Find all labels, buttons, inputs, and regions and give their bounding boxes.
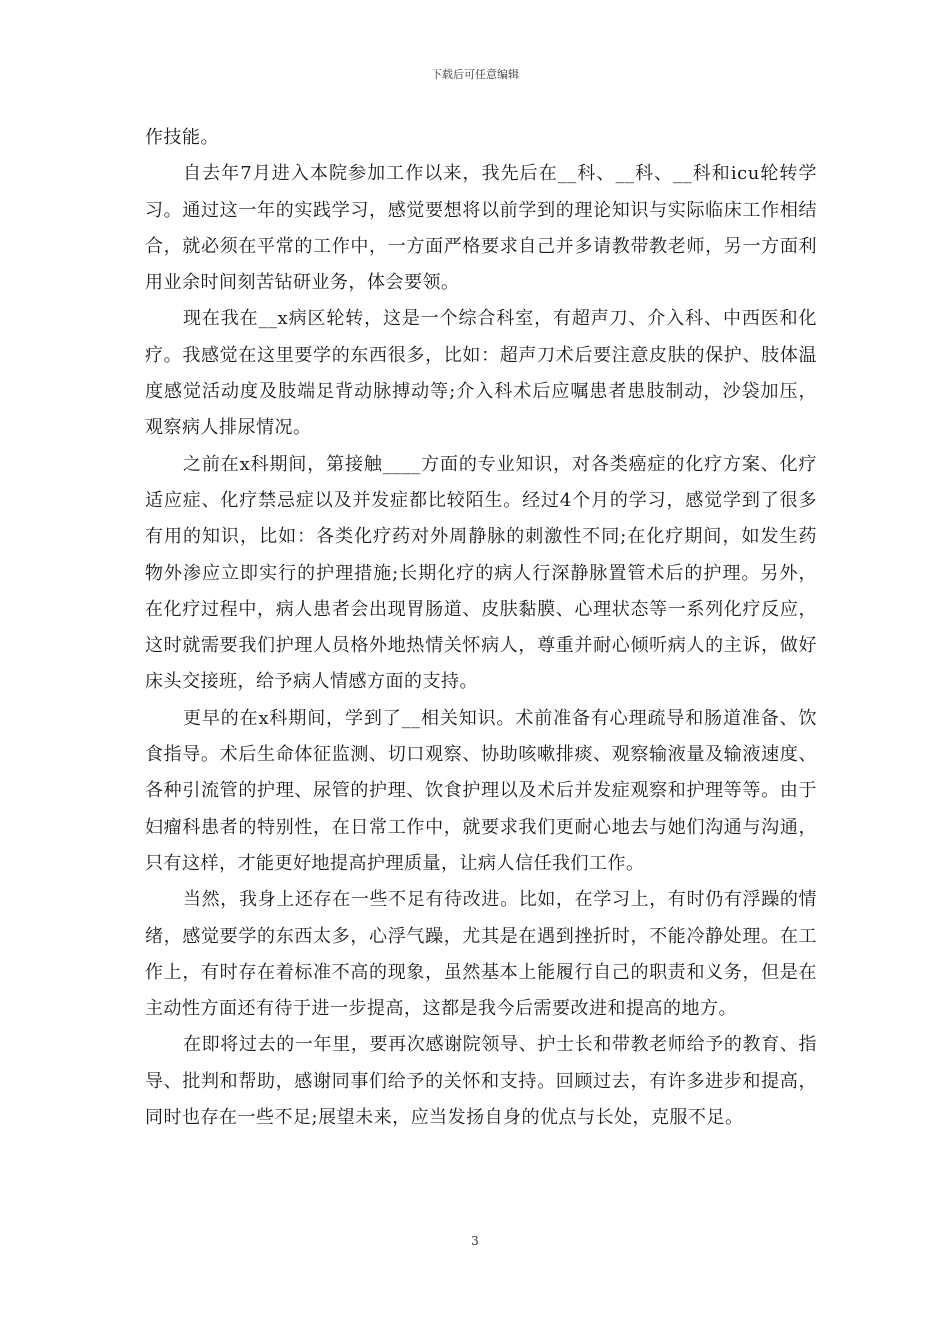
paragraph: 在即将过去的一年里，要再次感谢院领导、护士长和带教老师给予的教育、指导、批判和帮助，感谢同事们给予的关怀和支持。回顾过去，有许多进步和提高，同时也存在一些不足;展望未来，应当发扬自身的优点与长处，克服不足。	[145, 1034, 817, 1129]
paragraph: 更早的在x科期间，学到了__相关知识。术前准备有心理疏导和肠道准备、饮食指导。术后生命体征监测、切口观察、协助咳嗽排痰、观察输液量及输液速度、各种引流管的护理、尿管的护理、饮食护理以及术后并发症观察和护理等等。由于妇瘤科患者的特别性，在日常工作中，就要求我们更耐心地去与她们沟通与沟通，只有这样，才能更好地提高护理质量，让病人信任我们工作。	[145, 707, 817, 874]
paragraph: 自去年7月进入本院参加工作以来，我先后在__科、__科、__科和icu轮转学习。通过这一年的实践学习，感觉要想将以前学到的理论知识与实际临床工作相结合，就必须在平常的工作中，一方面严格要求自己并多请教带教老师，另一方面利用业余时间刻苦钻研业务，体会要领。	[145, 163, 817, 294]
paragraph: 当然，我身上还存在一些不足有待改进。比如，在学习上，有时仍有浮躁的情绪，感觉要学的东西太多，心浮气躁，尤其是在遇到挫折时，不能冷静处理。在工作上，有时存在着标准不高的现象，虽然基本上能履行自己的职责和义务，但是在主动性方面还有待于进一步提高，这都是我今后需要改进和提高的地方。	[145, 889, 817, 1020]
document-body	[145, 120, 817, 1136]
page-number: 3	[471, 1234, 479, 1248]
paragraph: 之前在x科期间，第接触____方面的专业知识，对各类癌症的化疗方案、化疗适应症、化疗禁忌症以及并发症都比较陌生。经过4个月的学习，感觉学到了很多有用的知识，比如：各类化疗药对外周静脉的刺激性不同;在化疗期间，如发生药物外渗应立即实行的护理措施;长期化疗的病人行深静脉置管术后的护理。另外，在化疗过程中，病人患者会出现胃肠道、皮肤黏膜、心理状态等一系列化疗反应，这时就需要我们护理人员格外地热情关怀病人，尊重并耐心倾听病人的主诉，做好床头交接班，给予病人情感方面的支持。	[145, 453, 817, 693]
paragraph-continuation: 作技能。	[145, 127, 219, 148]
page-header: 下载后可任意编辑	[431, 68, 519, 81]
paragraph: 现在我在__x病区轮转，这是一个综合科室，有超声刀、介入科、中西医和化疗。我感觉在这里要学的东西很多，比如：超声刀术后要注意皮肤的保护、肢体温度感觉活动度及肢端足背动脉搏动等;介入科术后应嘱患者患肢制动，沙袋加压，观察病人排尿情况。	[145, 308, 817, 439]
